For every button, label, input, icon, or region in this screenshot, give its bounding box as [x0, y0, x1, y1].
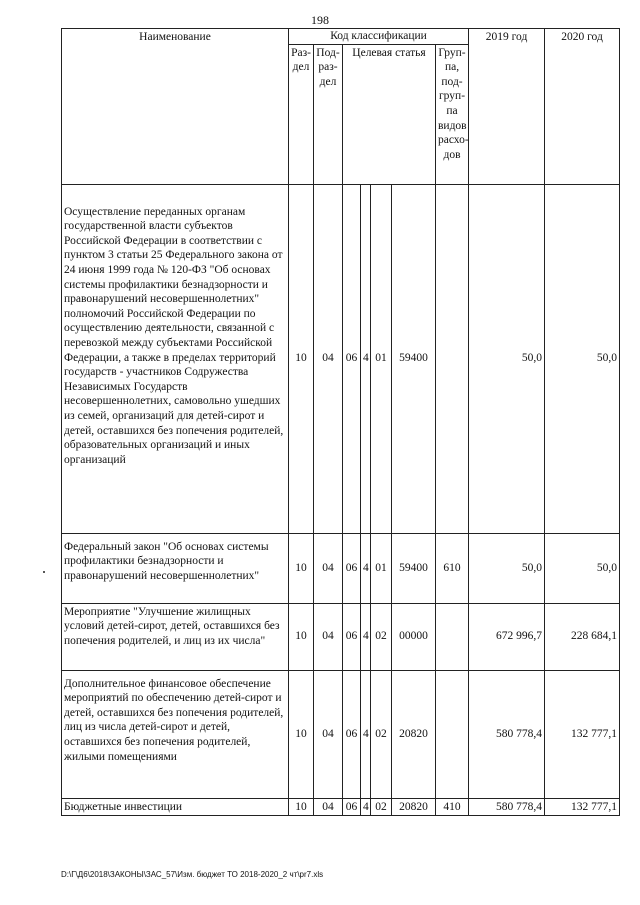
- row-amount-2020: 132 777,1: [545, 670, 620, 798]
- row-expense-group: 610: [436, 533, 469, 603]
- row-target-program: 06: [343, 603, 361, 670]
- row-target-direction: 20820: [392, 670, 436, 798]
- row-target-direction: 20820: [392, 798, 436, 816]
- row-expense-group: [436, 670, 469, 798]
- row-amount-2019: 50,0: [469, 533, 545, 603]
- table-row: [62, 603, 620, 670]
- row-amount-2020: 228 684,1: [545, 603, 620, 670]
- row-expense-group: 410: [436, 798, 469, 816]
- header-year-2019: 2019 год: [469, 29, 545, 185]
- margin-dot: [43, 571, 45, 573]
- row-target-program: 06: [343, 798, 361, 816]
- header-name: Наименование: [62, 29, 289, 185]
- header-year-2020: 2020 год: [545, 29, 620, 185]
- row-target-subprogram: 4: [361, 670, 371, 798]
- row-target-measure: 02: [371, 670, 392, 798]
- row-amount-2020: 50,0: [545, 533, 620, 603]
- row-target-measure: 02: [371, 798, 392, 816]
- row-section: 10: [289, 798, 314, 816]
- row-target-subprogram: 4: [361, 184, 371, 533]
- row-amount-2019: 580 778,4: [469, 670, 545, 798]
- header-expense-group: Груп-па, под-груп-па видов расхо-дов: [436, 44, 469, 184]
- budget-table: [61, 28, 620, 816]
- row-target-subprogram: 4: [361, 603, 371, 670]
- row-subsection: 04: [314, 798, 343, 816]
- row-section: 10: [289, 670, 314, 798]
- row-subsection: 04: [314, 603, 343, 670]
- row-target-program: 06: [343, 184, 361, 533]
- row-subsection: 04: [314, 533, 343, 603]
- row-expense-group: [436, 603, 469, 670]
- row-name: Мероприятие "Улучшение жилищных условий детей-сирот, детей, оставшихся без попечения родителей, и лиц из их числа": [62, 603, 289, 670]
- file-path-footer: D:\Г\Д6\2018\ЗАКОНЫ\ЗАС_57\Изм. бюджет ТО 2018-2020_2 чт\pr7.xls: [61, 870, 324, 879]
- row-target-direction: 59400: [392, 533, 436, 603]
- page-number: 198: [311, 13, 329, 27]
- header-target-article: Целевая статья: [343, 44, 436, 184]
- row-section: 10: [289, 184, 314, 533]
- row-target-subprogram: 4: [361, 533, 371, 603]
- table-row: [62, 670, 620, 798]
- row-target-measure: 01: [371, 184, 392, 533]
- row-target-direction: 59400: [392, 184, 436, 533]
- row-subsection: 04: [314, 670, 343, 798]
- row-amount-2019: 672 996,7: [469, 603, 545, 670]
- table-row: [62, 184, 620, 533]
- row-target-measure: 02: [371, 603, 392, 670]
- row-expense-group: [436, 184, 469, 533]
- header-subsection: Под-раз-дел: [314, 44, 343, 184]
- row-target-program: 06: [343, 533, 361, 603]
- row-section: 10: [289, 533, 314, 603]
- row-target-program: 06: [343, 670, 361, 798]
- header-section: Раз-дел: [289, 44, 314, 184]
- row-name: Осуществление переданных органам государственной власти субъектов Российской Федерации в соответствии с пунктом 3 статьи 25 Федерального закона от 24 июня 1999 года № 120-ФЗ "Об основах системы профилактики безнадзорности и правонарушений несовершеннолетних" полномочий Российской Федерации по осуществлению деятельности, связанной с перевозкой между субъектами Российской Федерации, а также в пределах территорий государств - участников Содружества Независимых Государств несовершеннолетних, самовольно ушедших из семей, организаций для детей-сирот и детей, оставшихся без попечения родителей, образовательных организаций и иных организаций: [62, 184, 289, 533]
- row-target-direction: 00000: [392, 603, 436, 670]
- row-name: Федеральный закон "Об основах системы профилактики безнадзорности и правонарушений несовершеннолетних": [62, 533, 289, 603]
- row-name: Бюджетные инвестиции: [62, 798, 289, 816]
- row-subsection: 04: [314, 184, 343, 533]
- row-target-subprogram: 4: [361, 798, 371, 816]
- table-row: [62, 533, 620, 603]
- row-amount-2019: 50,0: [469, 184, 545, 533]
- header-classification-code: Код классификации: [289, 29, 469, 45]
- table-row: [62, 798, 620, 816]
- row-target-measure: 01: [371, 533, 392, 603]
- row-amount-2020: 50,0: [545, 184, 620, 533]
- row-name: Дополнительное финансовое обеспечение мероприятий по обеспечению детей-сирот и детей, оставшихся без попечения родителей, лиц из числа детей-сирот и детей, оставшихся без попечения родителей, жилыми помещениями: [62, 670, 289, 798]
- row-amount-2019: 580 778,4: [469, 798, 545, 816]
- row-amount-2020: 132 777,1: [545, 798, 620, 816]
- row-section: 10: [289, 603, 314, 670]
